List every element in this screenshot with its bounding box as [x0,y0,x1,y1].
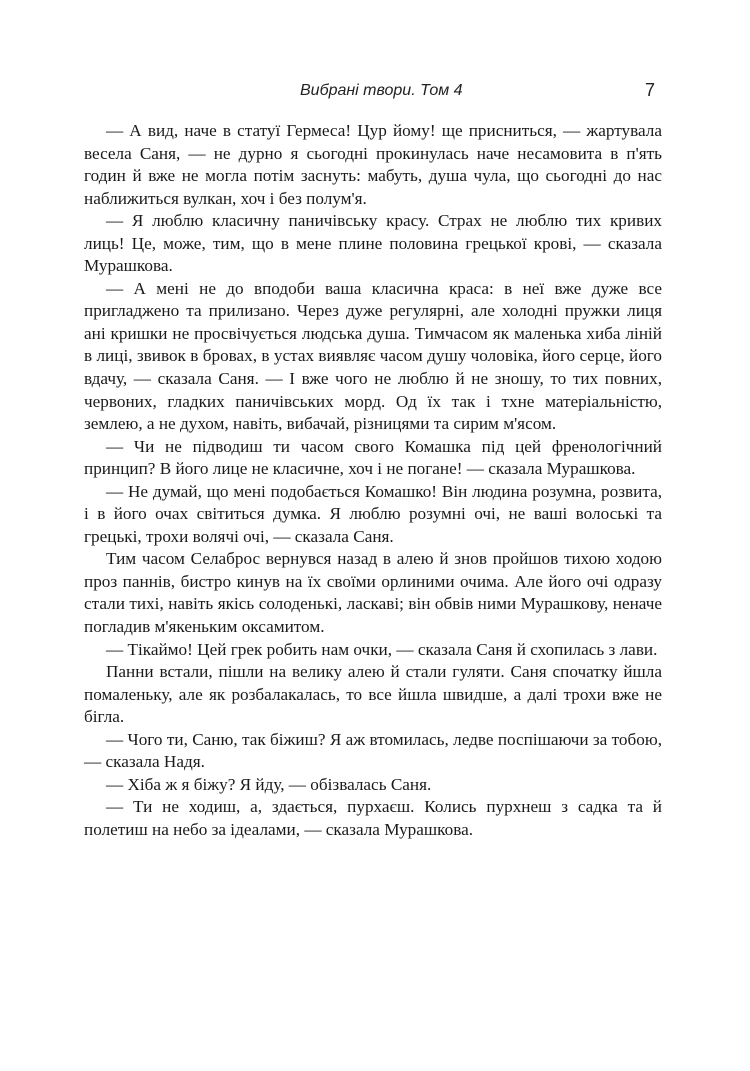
paragraph: — Тікаймо! Цей грек робить нам очки, — сказала Саня й схопилась з лави. [106,639,658,659]
running-head [0,80,750,102]
paragraph: — Чого ти, Саню, так біжиш? Я аж втомилась, ледве поспішаючи за тобою, — сказала Надя. [84,729,662,772]
running-title: Вибрані твори. Том 4 [300,82,463,99]
paragraph: — Не думай, що мені подобається Комашко! Він людина розумна, розвита, і в його очах світиться думка. Я люблю розумні очі, не ваші волоські та грецькі, трохи волячі очі, — сказала Саня. [84,481,662,546]
paragraph: Тим часом Селаброс вернувся назад в алею й знов пройшов тихою ходою проз паннів, бистро кинув на їх своїми орлиними очима. Але його очі одразу стали тихі, навіть якісь солоденькі, ласкаві; він обвів ними Мурашкову, неначе погладив м'якеньким оксамитом. [84,549,662,637]
paragraph: — Ти не ходиш, а, здається, пурхаєш. Колись пурхнеш з садка та й полетиш на небо за ідеалами, — сказала Мурашкова. [84,797,662,839]
paragraph: — А мені не до вподоби ваша класична краса: в неї вже дуже все пригладжено та прилизано. Через дуже регулярні, але холодні пружки лиця ані кришки не просвічується людська душа. Тимчасом як маленька хиба ліній в лиці, звивок в бровах, в устах виявляє часом душу чоловіка, його серце, його вдачу, — сказала Саня. — І вже чого не люблю й не зношу, то тих повних, червоних, гладких паничівських морд. Од їх так і тхне матеріальністю, землею, а не духом, навіть, вибачай, різницями та сирим м'ясом. [84,278,662,434]
paragraph: — А вид, наче в статуї Гермеса! Цур йому! ще присниться, — жартувала весела Саня, — не дурно я сьогодні прокинулась наче несамовита в п'ять годин й вже не могла потім заснуть: мабуть, душа чула, що сьогодні до нас наближиться вулкан, хоч і без полум'я. [84,121,662,208]
paragraph: Панни встали, пішли на велику алею й стали гуляти. Саня спочатку йшла помаленьку, але як розбалакалась, то все йшла швидше, а далі трохи вже не бігла. [84,662,662,727]
paragraph: — Чи не підводиш ти часом свого Комашка під цей френологічний принцип? В його лице не класичне, хоч і не погане! — сказала Мурашкова. [84,436,662,479]
page-number: 7 [645,80,656,100]
paragraph: — Хіба ж я біжу? Я йду, — обізвалась Саня. [106,774,432,794]
body-text [84,120,662,842]
paragraph: — Я люблю класичну паничівську красу. Страх не люблю тих кривих лиць! Це, може, тим, що в мене плине половина грецької крові, — сказала Мурашкова. [84,211,662,276]
